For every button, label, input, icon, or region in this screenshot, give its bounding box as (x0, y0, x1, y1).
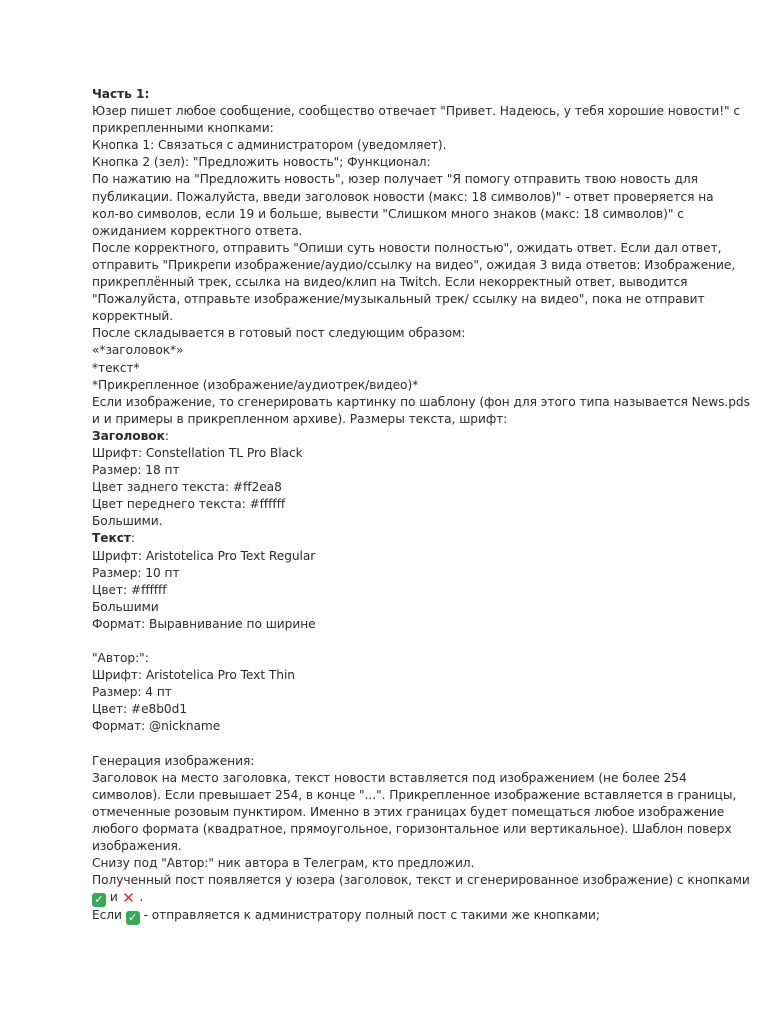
text-line: Размер: 18 пт (92, 463, 180, 478)
and-text: и (106, 890, 122, 905)
text-line: ожиданием корректного ответа. (92, 223, 303, 238)
text-line: отправить "Прикрепи изображение/аудио/ссылку на видео", ожидая 3 вида ответов: Изображение, (92, 257, 736, 272)
text-line: отмеченные розовым пунктиром. Именно в этих границах будет помещаться любое изображение (92, 804, 725, 819)
text-line: "Пожалуйста, отправьте изображение/музыкальный трек/ ссылку на видео", пока не отправит (92, 292, 705, 307)
text-line: любого формата (квадратное, прямоугольное, горизонтальное или вертикальное). Шаблон поверх (92, 822, 732, 837)
text-line: Шрифт: Aristotelica Pro Text Regular (92, 548, 316, 563)
text-line: Заголовок на место заголовка, текст новости вставляется под изображением (не более 254 (92, 770, 687, 785)
text-line: корректный. (92, 309, 174, 324)
text-line: Формат: Выравнивание по ширине (92, 616, 316, 631)
text-line: Цвет: #e8b0d1 (92, 702, 188, 717)
text-line: Кнопка 1: Связаться с администратором (уведомляет). (92, 138, 447, 153)
subheading-zagolovok: Заголовок: (92, 428, 169, 443)
document-body (92, 86, 750, 925)
text-line: прикреплённый трек, ссылка на видео/клип на Twitch. Если некорректный ответ, выводится (92, 275, 688, 290)
text-line: Большими (92, 599, 159, 614)
subheading-tekst: Текст: (92, 531, 135, 546)
text-line: Цвет заднего текста: #ff2ea8 (92, 480, 282, 495)
cross-mark-icon: ✕ (122, 889, 135, 908)
blank-line (92, 633, 682, 650)
text-line: Юзер пишет любое сообщение, сообщество отвечает "Привет. Надеюсь, у тебя хорошие новости!" с (92, 104, 741, 119)
text-line: символов). Если превышает 254, в конце "...". Прикрепленное изображение вставляется в границы, (92, 787, 737, 802)
text-line: Полученный пост появляется у юзера (заголовок, текст и сгенерированное изображение) с кнопками (92, 873, 750, 888)
text-line: и и примеры в прикрепленном архиве). Размеры текста, шрифт: (92, 411, 508, 426)
final-prefix: Если (92, 908, 126, 923)
final-line (92, 907, 682, 925)
text-line: После корректного, отправить "Опиши суть новости полностью", ожидать ответ. Если дал ответ, (92, 240, 722, 255)
text-line: По нажатию на "Предложить новость", юзер получает "Я помогу отправить твою новость для (92, 172, 698, 187)
text-line: Цвет: #ffffff (92, 582, 167, 597)
text-line: Размер: 10 пт (92, 565, 180, 580)
text-line: Большими. (92, 514, 163, 529)
text-line: Генерация изображения: (92, 753, 255, 768)
subheading-label: Текст (92, 531, 131, 546)
text-line: Кнопка 2 (зел): "Предложить новость"; Функционал: (92, 155, 431, 170)
text-line: Размер: 4 пт (92, 685, 172, 700)
text-line: Если изображение, то сгенерировать картинку по шаблону (фон для этого типа называется News.pds (92, 394, 750, 409)
section-heading: Часть 1: (92, 87, 150, 101)
blank-line (92, 736, 682, 753)
text-line: "Автор:": (92, 651, 149, 666)
text-line: *текст* (92, 360, 140, 375)
final-suffix: - отправляется к администратору полный пост с такими же кнопками; (139, 908, 600, 923)
emoji-line (92, 889, 682, 907)
text-line: Цвет переднего текста: #ffffff (92, 497, 286, 512)
text-line: кол-во символов, если 19 и больше, вывести "Слишком много знаков (макс: 18 символов)" с (92, 206, 684, 221)
text-line: Формат: @nickname (92, 719, 221, 734)
text-line: *Прикрепленное (изображение/аудиотрек/видео)* (92, 377, 419, 392)
text-line: Шрифт: Aristotelica Pro Text Thin (92, 668, 295, 683)
end-text: . (135, 890, 144, 905)
subheading-label: Заголовок (92, 428, 165, 443)
text-line: После складывается в готовый пост следующим образом: (92, 326, 466, 341)
check-mark-icon: ✓ (126, 911, 140, 925)
text-line: прикрепленными кнопками: (92, 121, 274, 136)
text-line: Шрифт: Constellation TL Pro Black (92, 445, 303, 460)
text-line: Снизу под "Автор:" ник автора в Телеграм, кто предложил. (92, 856, 475, 871)
text-line: изображения. (92, 839, 182, 854)
check-mark-icon: ✓ (92, 893, 106, 907)
text-line: «*заголовок*» (92, 343, 184, 358)
text-line: публикации. Пожалуйста, введи заголовок новости (макс: 18 символов)" - ответ проверяется на (92, 189, 714, 204)
